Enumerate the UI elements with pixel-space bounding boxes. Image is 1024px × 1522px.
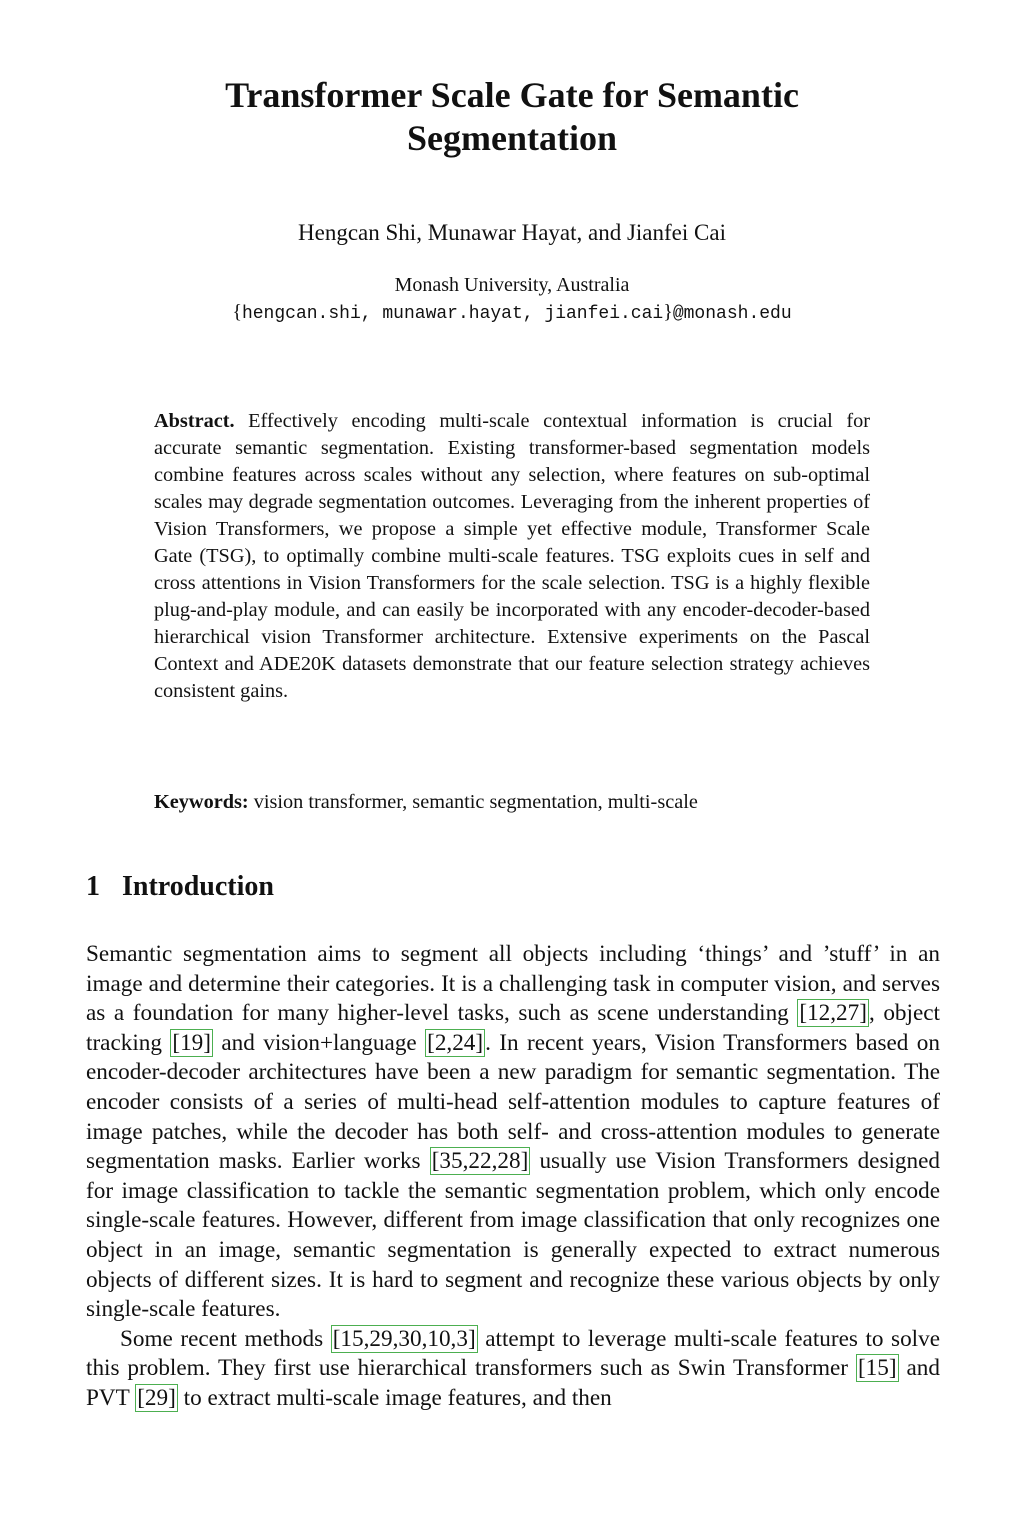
abstract <box>154 408 870 705</box>
section-number: 1 <box>86 871 100 902</box>
paragraph-1-text-d: . In recent years, Vision Transformers based on encoder-decoder architectures have been a new paradigm for semantic segmentation. The encoder consists of a series of multi-head self-attention modules to capture features of image patches, while the decoder has both self- and cross-attention modules to generate segmentation masks. Earlier works <box>86 1029 940 1175</box>
abstract-label: Abstract. <box>154 410 235 432</box>
citation-link[interactable]: [15] <box>857 1355 897 1382</box>
paragraph-2-text-d: to extract multi-scale image features, and then <box>177 1384 612 1411</box>
author-emails <box>0 299 1024 327</box>
abstract-text: Effectively encoding multi-scale contextual information is crucial for accurate semantic segmentation. Existing transformer-based segmentation models combine features across scales without any selection, where features on sub-optimal scales may degrade segmentation outcomes. Leveraging from the inherent properties of Vision Transformers, we propose a simple yet effective module, Transformer Scale Gate (TSG), to optimally combine multi-scale features. TSG exploits cues in self and cross attentions in Vision Transformers for the scale selection. TSG is a highly flexible plug-and-play module, and can easily be incorporated with any encoder-decoder-based hierarchical vision Transformer architecture. Extensive experiments on the Pascal Context and ADE20K datasets demonstrate that our feature selection strategy achieves consistent gains. <box>154 410 870 702</box>
citation-link[interactable]: [2,24] <box>427 1029 484 1056</box>
citation-link[interactable]: [12,27] <box>799 1000 867 1027</box>
paragraph-2-text-b: attempt to leverage multi-scale features to solve this problem. They first use hierarchical transformers such as Swin Transformer <box>86 1325 940 1382</box>
introduction-body <box>86 940 940 1414</box>
email-domain: @monash.edu <box>672 304 792 324</box>
citation-link[interactable]: [15,29,30,10,3] <box>332 1325 476 1352</box>
paragraph-2-text-c: and PVT <box>86 1355 940 1411</box>
author-list: Hengcan Shi, Munawar Hayat, and Jianfei Cai <box>298 220 726 245</box>
keywords-label: Keywords: <box>154 791 249 813</box>
paragraph-1 <box>86 940 940 1325</box>
citation-link[interactable]: [29] <box>137 1384 176 1411</box>
paper-title: Transformer Scale Gate for Semantic Segmentation <box>225 75 799 158</box>
paragraph-2 <box>86 1325 940 1414</box>
keywords <box>154 789 870 816</box>
section-heading-introduction <box>86 868 274 906</box>
keywords-text: vision transformer, semantic segmentation, multi-scale <box>253 791 698 813</box>
paragraph-1-text-c: and vision+language <box>213 1029 426 1056</box>
section-title: Introduction <box>122 871 274 902</box>
email-brace-open: { <box>232 301 242 323</box>
paragraph-2-text-a: Some recent methods <box>120 1325 331 1352</box>
paragraph-1-text-b: , object tracking <box>86 1000 940 1056</box>
email-usernames: hengcan.shi, munawar.hayat, jianfei.cai <box>241 304 664 324</box>
email-brace-close: } <box>663 301 673 323</box>
affiliation: Monash University, Australia <box>394 274 630 296</box>
paragraph-1-text-e: usually use Vision Transformers designed for image classification to tackle the semantic segmentation problem, which only encode single-scale features. However, different from image classification that only recognizes one object in an image, semantic segmentation is generally expected to extract numerous objects of different sizes. It is hard to segment and recognize these various objects by only single-scale features. <box>86 1148 941 1323</box>
paragraph-1-text-a: Semantic segmentation aims to segment all objects including ‘things’ and ’stuff’ in an image and determine their categories. It is a challenging task in computer vision, and serves as a foundation for many higher-level tasks, such as scene understanding <box>86 941 940 1027</box>
citation-link[interactable]: [35,22,28] <box>431 1148 529 1175</box>
citation-link[interactable]: [19] <box>172 1029 211 1056</box>
